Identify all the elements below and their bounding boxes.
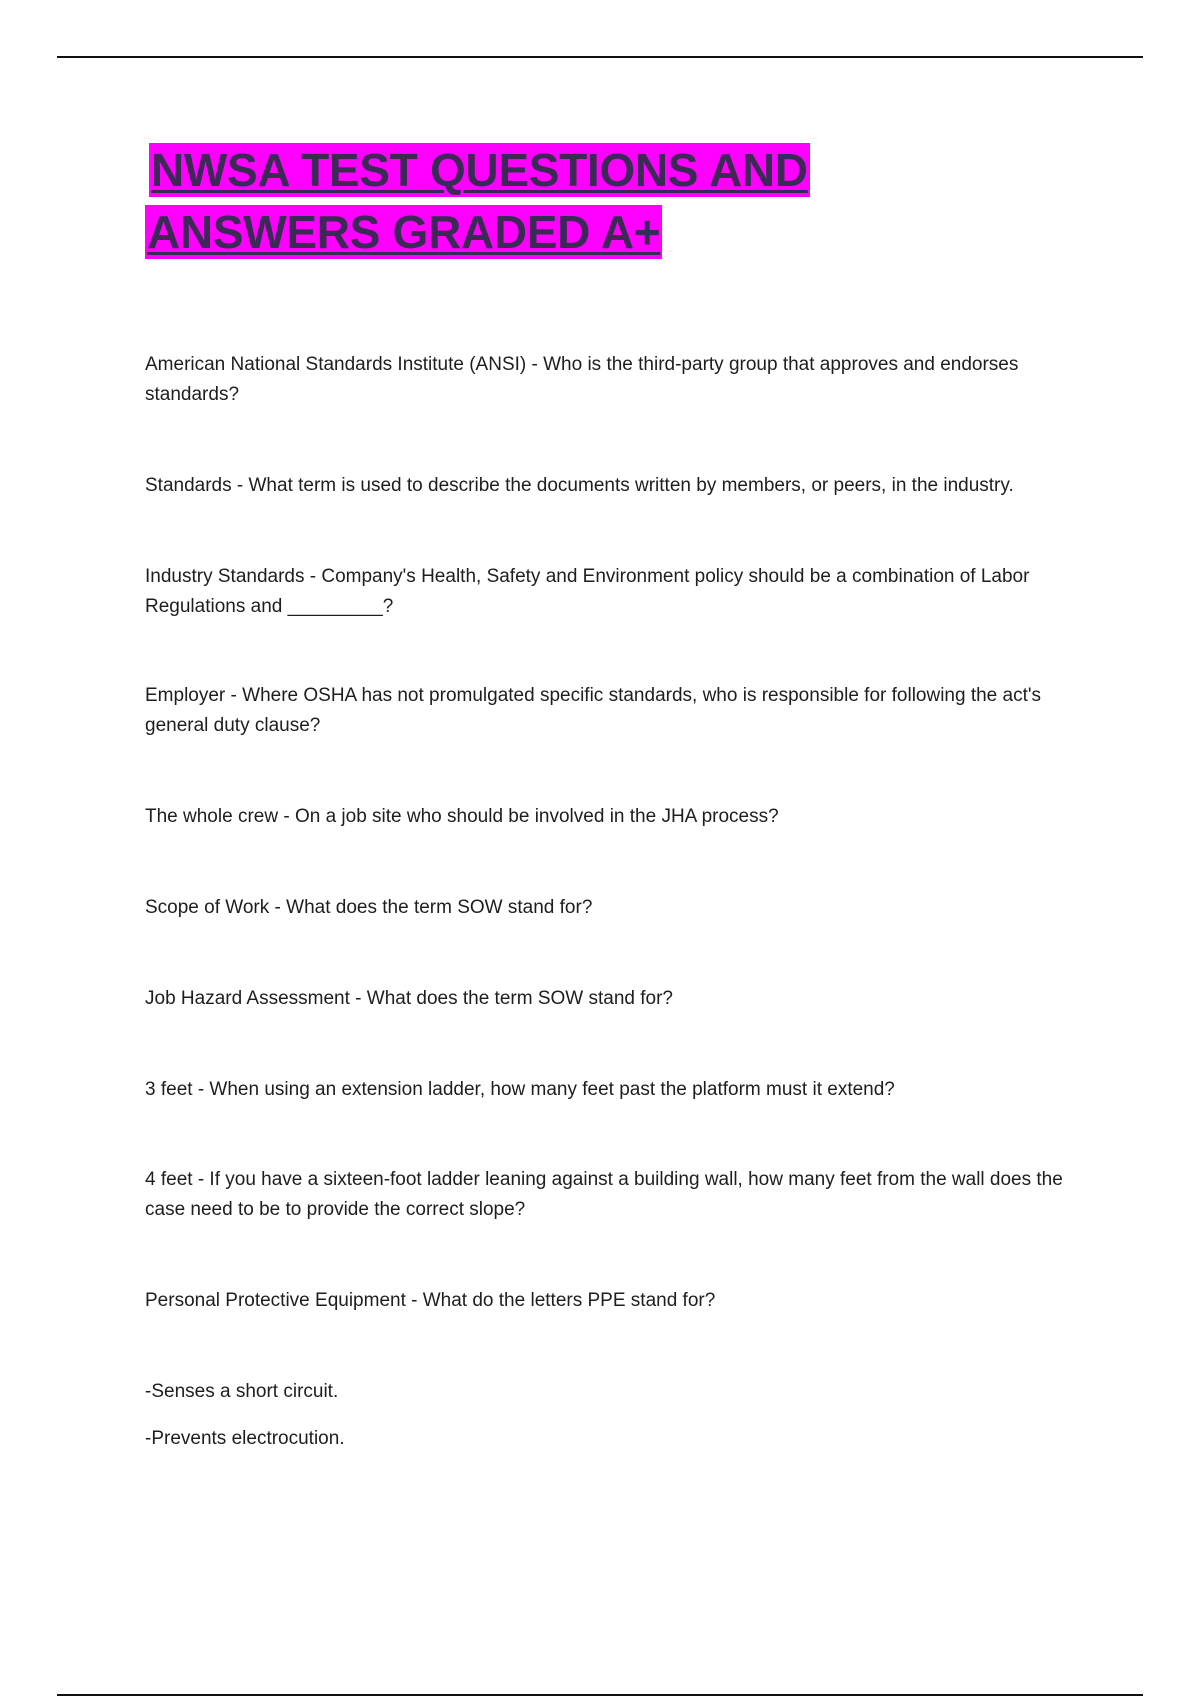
note-item: -Prevents electrocution. (145, 1428, 345, 1449)
footer-rule (57, 1694, 1143, 1696)
qa-item: Employer - Where OSHA has not promulgated specific standards, who is responsible for following the act's general duty clause? (145, 685, 1041, 736)
title-line-1: NWSA TEST QUESTIONS AND (151, 144, 808, 196)
qa-item: American National Standards Institute (ANSI) - Who is the third-party group that approves and endorses standards? (145, 354, 1019, 405)
qa-item: Scope of Work - What does the term SOW stand for? (145, 897, 593, 918)
qa-item: Job Hazard Assessment - What does the term SOW stand for? (145, 988, 673, 1009)
qa-item: Personal Protective Equipment - What do the letters PPE stand for? (145, 1290, 716, 1311)
qa-item: 4 feet - If you have a sixteen-foot ladder leaning against a building wall, how many feet from the wall does the case need to be to provide the correct slope? (145, 1169, 1063, 1220)
qa-item: The whole crew - On a job site who should be involved in the JHA process? (145, 806, 779, 827)
qa-item: 3 feet - When using an extension ladder, how many feet past the platform must it extend? (145, 1079, 895, 1100)
note-item: -Senses a short circuit. (145, 1381, 339, 1402)
header-rule (57, 56, 1143, 58)
qa-item: Industry Standards - Company's Health, Safety and Environment policy should be a combination of Labor Regulations and _________? (145, 566, 1030, 617)
title-line-2: ANSWERS GRADED A+ (147, 206, 661, 258)
qa-item: Standards - What term is used to describe the documents written by members, or peers, in the industry. (145, 475, 1014, 496)
document-title (145, 143, 1145, 267)
